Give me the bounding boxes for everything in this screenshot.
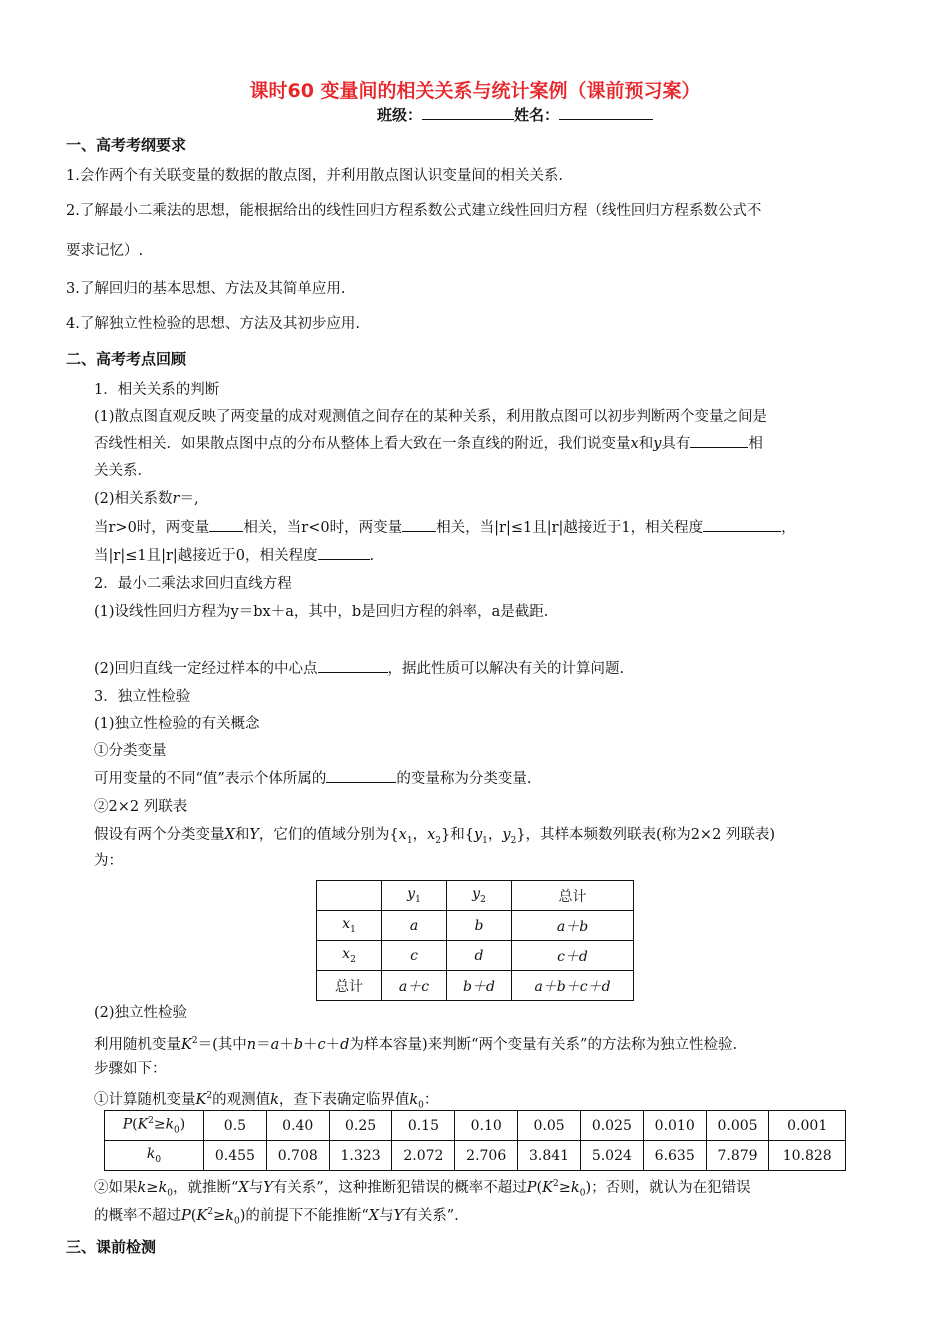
s3-text: 假设有两个分类变量 bbox=[94, 827, 225, 843]
s1-text: 相 bbox=[748, 436, 763, 452]
table-cell: a＋b bbox=[512, 911, 634, 941]
table-cell: $y_2$ bbox=[447, 881, 512, 911]
s3-p10: ①计算随机变量$K^2$的观测值k，查下表确定临界值$k_0$： bbox=[94, 1091, 439, 1111]
s3-text: 与 bbox=[248, 1179, 264, 1196]
section3-heading: 三、课前检测 bbox=[66, 1238, 157, 1256]
s1-text: (2)相关系数 bbox=[94, 491, 173, 507]
table-cell: 0.25 bbox=[329, 1111, 392, 1141]
critical-value-table bbox=[104, 1110, 846, 1171]
s1-p3 bbox=[94, 515, 884, 541]
table-cell: 0.5 bbox=[204, 1111, 267, 1141]
req-item-4: 4.了解独立性检验的思想、方法及其初步应用. bbox=[66, 316, 360, 332]
table-row bbox=[105, 1111, 846, 1141]
var-x: x bbox=[630, 436, 639, 452]
fill-blank[interactable] bbox=[326, 768, 396, 783]
s1-p4 bbox=[94, 543, 884, 569]
table-cell bbox=[317, 881, 382, 911]
req-item-3: 3.了解回归的基本思想、方法及其简单应用. bbox=[66, 281, 346, 297]
table-cell: b＋d bbox=[447, 971, 512, 1001]
s1-text: 具有 bbox=[661, 436, 691, 452]
table-cell: c bbox=[382, 941, 447, 971]
table-cell: a bbox=[382, 911, 447, 941]
s1-text: 当r>0时，两变量 bbox=[94, 520, 210, 536]
s3-text: 的前提下不能推断“ bbox=[245, 1207, 369, 1224]
s3-p4: ②2×2 列联表 bbox=[94, 799, 188, 815]
table-cell: 0.10 bbox=[455, 1111, 518, 1141]
table-cell: 10.828 bbox=[769, 1141, 846, 1171]
s1-p2 bbox=[94, 486, 884, 512]
s1-p1-line2 bbox=[94, 431, 884, 457]
s3-text: }和{ bbox=[440, 827, 474, 843]
s3-text: 的概率不超过 bbox=[94, 1207, 181, 1224]
s3-text: ②如果 bbox=[94, 1179, 138, 1196]
s3-p8: 利用随机变量$K^2=$(其中n＝a＋b＋c＋d为样本容量)来判断“两个变量有关系”的方法称为独立性检验. bbox=[94, 1036, 738, 1053]
contingency-table bbox=[316, 880, 634, 1001]
s3-p9: 步骤如下： bbox=[94, 1061, 167, 1077]
table-cell: 0.05 bbox=[518, 1111, 581, 1141]
table-row bbox=[105, 1141, 846, 1171]
s3-text: 可用变量的不同“值”表示个体所属的 bbox=[94, 771, 327, 787]
table-cell: a＋b＋c＋d bbox=[512, 971, 634, 1001]
s1-p1-line3: 关关系． bbox=[94, 463, 152, 479]
s3-p5: 假设有两个分类变量X和Y，它们的值域分别为{$x_1$，$x_2$}和{$y_1$，$y_2$}，其样本频数列联表(称为2×2 列联表) bbox=[94, 827, 776, 846]
table-cell: 2.706 bbox=[455, 1141, 518, 1171]
s3-text: ，查下表确定临界值 bbox=[278, 1091, 410, 1108]
s3-text: 为样本容量)来判断“两个变量有关系”的方法称为独立性检验. bbox=[349, 1036, 738, 1053]
fill-blank[interactable] bbox=[690, 433, 748, 448]
table-cell: 2.072 bbox=[392, 1141, 455, 1171]
table-cell: $y_1$ bbox=[382, 881, 447, 911]
s3-text: ①计算随机变量 bbox=[94, 1091, 196, 1108]
s3-title: 3．独立性检验 bbox=[94, 689, 191, 705]
s2-p2 bbox=[94, 656, 884, 682]
section1-heading: 一、高考考纲要求 bbox=[66, 136, 187, 154]
table-cell: 0.40 bbox=[266, 1111, 329, 1141]
s3-p11: ②如果$k\ge k_0$，就推断“X与Y有关系”，这种推断犯错误的概率不超过$P(K^2\ge k_0)$；否则，就认为在犯错误 bbox=[94, 1179, 751, 1199]
s2-p1: (1)设线性回归方程为y＝bx＋a，其中，b是回归方程的斜率，a是截距. bbox=[94, 604, 549, 620]
s1-text: 否线性相关．如果散点图中点的分布从整体上看大致在一条直线的附近，我们说变量 bbox=[94, 436, 631, 452]
table-cell: 5.024 bbox=[580, 1141, 643, 1171]
table-cell: 0.001 bbox=[769, 1111, 846, 1141]
s3-text: ，就推断“ bbox=[172, 1179, 239, 1196]
table-row bbox=[317, 881, 634, 911]
var-r: r bbox=[172, 491, 180, 507]
s2-text: (2)回归直线一定经过样本的中心点 bbox=[94, 661, 318, 677]
s3-text: }，其样本频数列联表(称为2×2 列联表) bbox=[516, 827, 776, 843]
table-row bbox=[317, 941, 634, 971]
s3-text: 的变量称为分类变量. bbox=[396, 771, 532, 787]
req-item-2: 2.了解最小二乘法的思想，能根据给出的线性回归方程系数公式建立线性回归方程（线性回归方程系数公式不 bbox=[66, 203, 762, 219]
table-cell: 1.323 bbox=[329, 1141, 392, 1171]
name-label: 姓名： bbox=[514, 106, 560, 124]
eq-text: ＝, bbox=[179, 491, 199, 507]
s3-text: ，它们的值域分别为{ bbox=[258, 827, 399, 843]
s3-text: 有关系”，这种推断犯错误的概率不超过 bbox=[272, 1179, 527, 1196]
table-row bbox=[317, 911, 634, 941]
table-cell: c＋d bbox=[512, 941, 634, 971]
table-cell: 0.708 bbox=[266, 1141, 329, 1171]
s3-p12: 的概率不超过$P(K^2\ge k_0)$的前提下不能推断“X与Y有关系”. bbox=[94, 1207, 459, 1227]
s1-text: . bbox=[369, 548, 375, 564]
var-Y: Y bbox=[249, 827, 259, 843]
req-item-1: 1.会作两个有关联变量的数据的散点图，并利用散点图认识变量间的相关关系. bbox=[66, 168, 563, 184]
table-cell: a＋c bbox=[382, 971, 447, 1001]
req-item-2-cont: 要求记忆）. bbox=[66, 243, 144, 259]
s1-text: 相关，当|r|≤1且|r|越接近于1，相关程度 bbox=[436, 520, 704, 536]
var-X: X bbox=[224, 827, 235, 843]
s3-p7: (2)独立性检验 bbox=[94, 1005, 188, 1021]
table-cell: 总计 bbox=[512, 881, 634, 911]
table-row bbox=[317, 971, 634, 1001]
s3-text: 利用随机变量 bbox=[94, 1036, 181, 1053]
var-y: y bbox=[653, 436, 662, 452]
s3-text: 的观测值 bbox=[212, 1091, 271, 1108]
class-name-line bbox=[377, 104, 653, 125]
table-cell: 总计 bbox=[317, 971, 382, 1001]
s1-title: 1．相关关系的判断 bbox=[94, 382, 220, 398]
s3-p2: ①分类变量 bbox=[94, 743, 167, 759]
s3-text: ＝(其中 bbox=[197, 1036, 247, 1053]
s3-p1: (1)独立性检验的有关概念 bbox=[94, 716, 260, 732]
table-cell: 0.15 bbox=[392, 1111, 455, 1141]
s1-p1-line1: (1)散点图直观反映了两变量的成对观测值之间存在的某种关系，利用散点图可以初步判断两个变量之间是 bbox=[94, 409, 768, 425]
and-text: 和 bbox=[638, 436, 654, 452]
s3-p6: 为： bbox=[94, 853, 123, 869]
table-cell: $P(K^2\ge k_0)$ bbox=[105, 1111, 204, 1141]
class-blank[interactable] bbox=[422, 105, 514, 120]
s2-text: ，据此性质可以解决有关的计算问题. bbox=[387, 661, 625, 677]
name-blank[interactable] bbox=[559, 105, 653, 120]
table-cell: $x_2$ bbox=[317, 941, 382, 971]
s1-text: 相关，当r<0时，两变量 bbox=[243, 520, 403, 536]
s2-title: 2．最小二乘法求回归直线方程 bbox=[94, 576, 292, 592]
fill-blank[interactable] bbox=[402, 517, 436, 532]
s3-p3 bbox=[94, 766, 884, 792]
s1-text: 当|r|≤1且|r|越接近于0，相关程度 bbox=[94, 548, 318, 564]
fill-blank[interactable] bbox=[209, 517, 243, 532]
table-cell: $x_1$ bbox=[317, 911, 382, 941]
fill-blank[interactable] bbox=[318, 545, 370, 560]
table-cell: 0.455 bbox=[204, 1141, 267, 1171]
table-cell: 3.841 bbox=[518, 1141, 581, 1171]
s3-text: ＝ bbox=[256, 1036, 271, 1053]
table-cell: 7.879 bbox=[706, 1141, 769, 1171]
table-cell: $k_0$ bbox=[105, 1141, 204, 1171]
s3-text: ；否则，就认为在犯错误 bbox=[591, 1179, 751, 1196]
table-cell: 6.635 bbox=[643, 1141, 706, 1171]
table-cell: b bbox=[447, 911, 512, 941]
fill-blank[interactable] bbox=[318, 658, 388, 673]
table-cell: 0.025 bbox=[580, 1111, 643, 1141]
s3-text: 与 bbox=[379, 1207, 394, 1224]
s1-text: ， bbox=[781, 520, 796, 536]
class-label: 班级： bbox=[377, 106, 423, 124]
section2-heading: 二、高考考点回顾 bbox=[66, 350, 187, 368]
table-cell: 0.010 bbox=[643, 1111, 706, 1141]
and-text: 和 bbox=[234, 827, 250, 843]
table-cell: 0.005 bbox=[706, 1111, 769, 1141]
s3-text: 有关系”. bbox=[403, 1207, 459, 1224]
page-title: 课时60 变量间的相关关系与统计案例（课前预习案） bbox=[249, 80, 701, 102]
table-cell: d bbox=[447, 941, 512, 971]
fill-blank[interactable] bbox=[703, 517, 781, 532]
